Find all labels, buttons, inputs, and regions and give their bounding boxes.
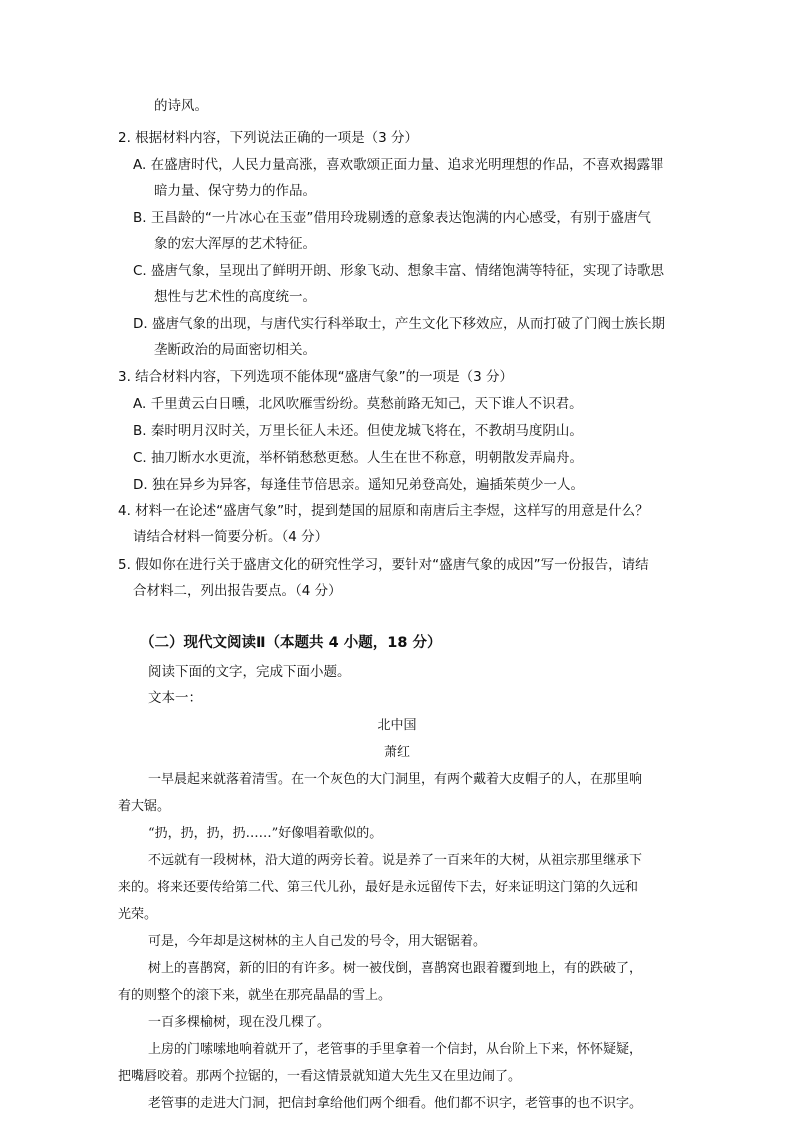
option-a: A. 千里黄云白日曛，北风吹雁雪纷纷。莫愁前路无知己，天下谁人不识君。: [133, 396, 583, 412]
option-d: D. 独在异乡为异客，每逢佳节倍思亲。遥知兄弟登高处，遍插茱萸少一人。: [133, 477, 584, 493]
option-c: C. 抽刀断水水更流，举杯销愁愁更愁。人生在世不称意，明朝散发弄扁舟。: [133, 450, 584, 466]
option-d-line-2: 垄断政治的局面密切相关。: [154, 342, 316, 358]
paragraph-line: 不远就有一段树林，沿大道的两旁长着。说是养了一百来年的大树，从祖宗那里继承下: [148, 853, 643, 868]
paragraph-line: 来的。将来还要传给第二代、第三代儿孙，最好是永远留传下去，好来证明这门第的久远和: [118, 880, 639, 895]
paragraph-line: 有的则整个的滚下来，就坐在那亮晶晶的雪上。: [118, 988, 392, 1003]
option-c-line-1: C. 盛唐气象，呈现出了鲜明开朗、形象飞动、想象丰富、情绪饱满等特征，实现了诗歌思: [133, 263, 665, 279]
option-a-line-2: 暗力量、保守势力的作品。: [154, 183, 316, 199]
option-a-line-1: A. 在盛唐时代，人民力量高涨，喜欢歌颂正面力量、追求光明理想的作品，不喜欢揭露罪: [133, 157, 664, 173]
section-instruction: 阅读下面的文字，完成下面小题。: [148, 664, 351, 680]
article-title: 北中国: [377, 718, 417, 733]
option-c-line-2: 想性与艺术性的高度统一。: [154, 289, 316, 305]
question-3-stem: 3. 结合材料内容，下列选项不能体现“盛唐气象”的一项是（3 分）: [118, 369, 514, 385]
section-heading: （二）现代文阅读Ⅱ（本题共 4 小题，18 分）: [140, 635, 442, 651]
paragraph-line: 把嘴唇咬着。那两个拉锯的，一看这情景就知道大先生又在里边闹了。: [118, 1069, 522, 1084]
option-d-line-1: D. 盛唐气象的出现，与唐代实行科举取士，产生文化下移效应，从而打破了门阀士族长期: [133, 316, 665, 332]
question-5-line-2: 合材料二，列出报告要点。（4 分）: [133, 583, 342, 599]
paragraph-line: 可是，今年却是这树林的主人自己发的号令，用大锯锯着。: [148, 934, 487, 949]
question-4-line-1: 4. 材料一在论述“盛唐气象”时，提到楚国的屈原和南唐后主李煜，这样写的用意是什么？: [118, 503, 649, 519]
question-2-stem: 2. 根据材料内容，下列说法正确的一项是（3 分）: [118, 130, 419, 146]
paragraph-line: 着大锯。: [118, 799, 171, 814]
question-4-line-2: 请结合材料一简要分析。（4 分）: [133, 529, 329, 545]
paragraph-line: “扔，扔，扔，扔……”好像唱着歌似的。: [148, 826, 383, 841]
paragraph-line: 树上的喜鹊窝，新的旧的有许多。树一被伐倒，喜鹊窝也跟着覆到地上，有的跌破了，: [148, 961, 643, 976]
paragraph-line: 一早晨起来就落着清雪。在一个灰色的大门洞里，有两个戴着大皮帽子的人，在那里响: [148, 772, 643, 787]
article-author: 萧红: [383, 745, 410, 760]
option-b-line-2: 象的宏大浑厚的艺术特征。: [154, 236, 316, 252]
question-5-line-1: 5. 假如你在进行关于盛唐文化的研究性学习，要针对“盛唐气象的成因”写一份报告，请结: [118, 557, 649, 573]
text-label: 文本一：: [148, 690, 202, 706]
question-1-tail: 的诗风。: [154, 98, 208, 114]
paragraph-line: 老管事的走进大门洞，把信封拿给他们两个细看。他们都不识字，老管事的也不识字。: [148, 1096, 643, 1111]
option-b-line-1: B. 王昌龄的“一片冰心在玉壶”借用玲珑剔透的意象表达饱满的内心感受，有别于盛唐气: [133, 210, 651, 226]
paragraph-line: 一百多棵榆树，现在没几棵了。: [148, 1015, 331, 1030]
paragraph-line: 上房的门嗦嗦地响着就开了，老管事的手里拿着一个信封，从台阶上下来，怀怀疑疑，: [148, 1042, 643, 1057]
option-b: B. 秦时明月汉时关，万里长征人未还。但使龙城飞将在，不教胡马度阴山。: [133, 423, 583, 439]
paragraph-line: 光荣。: [118, 907, 158, 922]
